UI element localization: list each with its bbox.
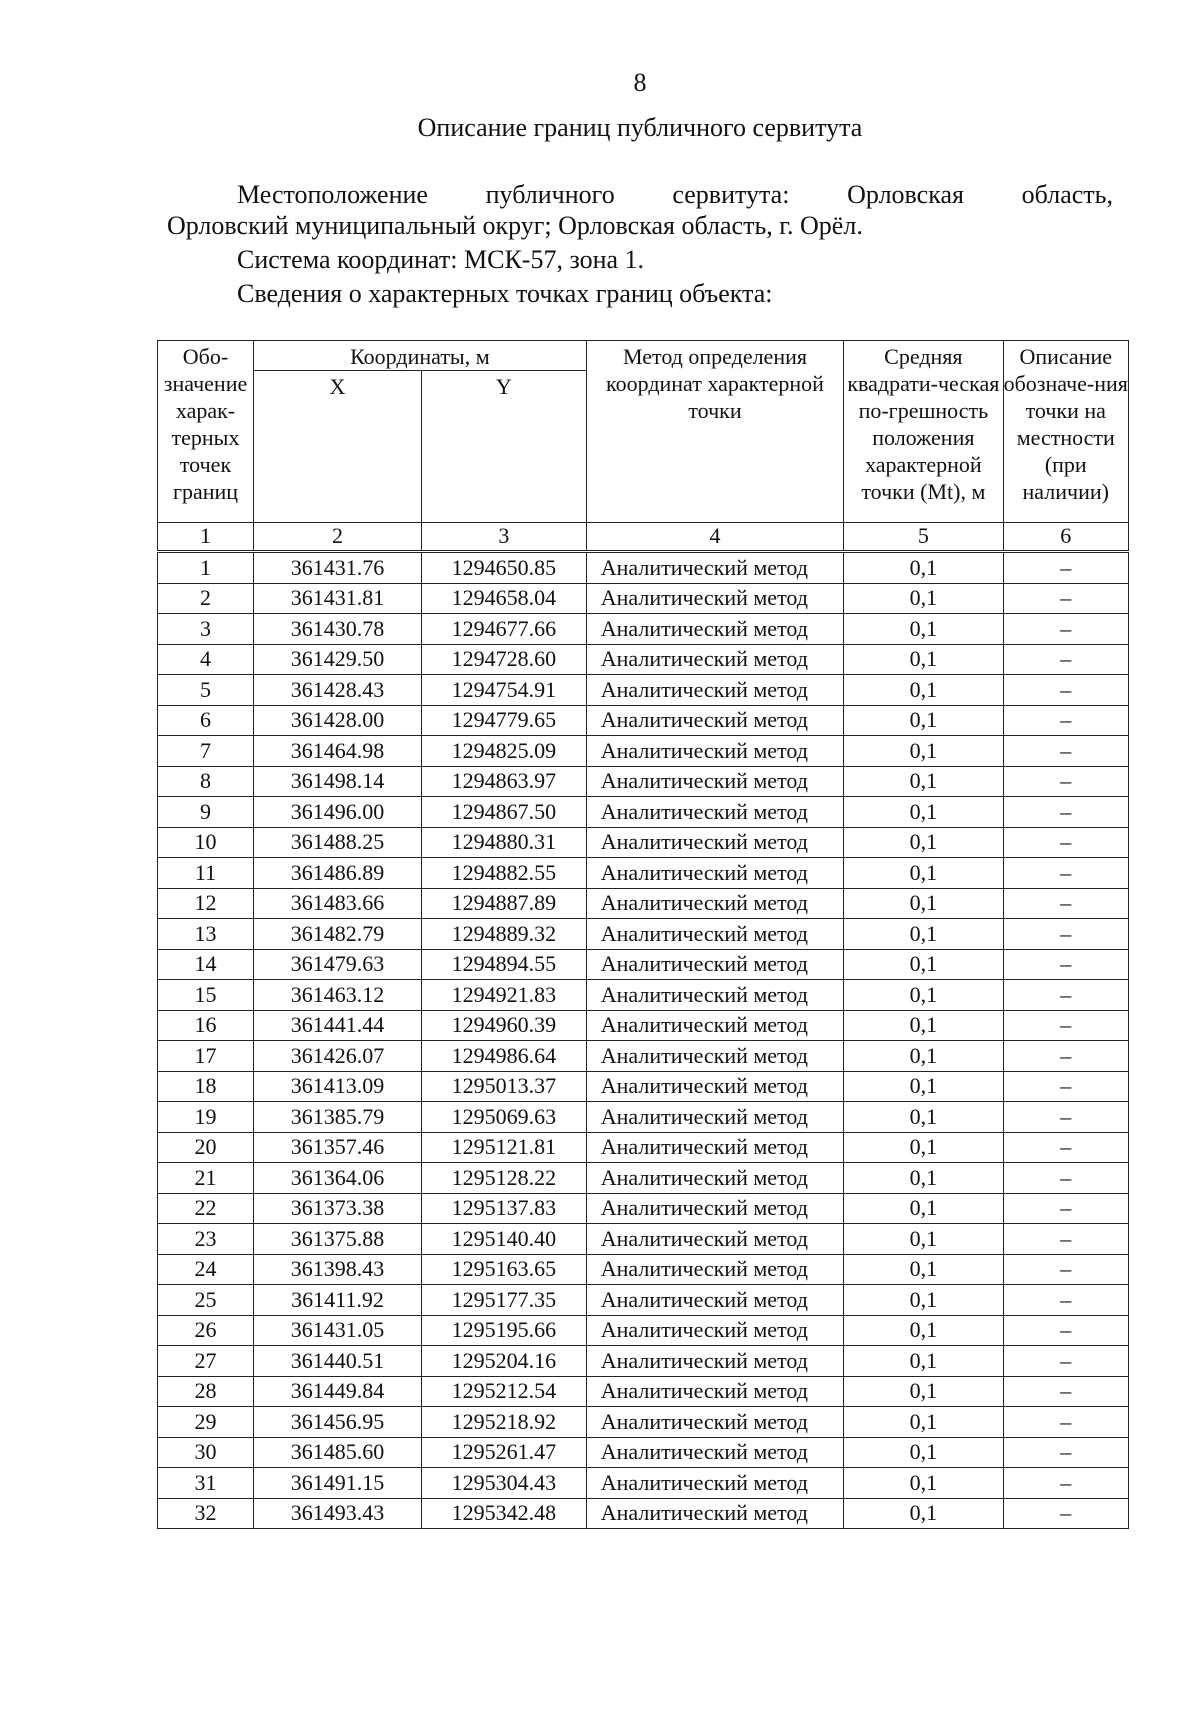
- y-coordinate-cell: 1294650.85: [422, 552, 587, 584]
- accuracy-cell: 0,1: [844, 1468, 1003, 1499]
- method-cell: Аналитический метод: [586, 1468, 843, 1499]
- accuracy-cell: 0,1: [844, 736, 1003, 767]
- method-cell: Аналитический метод: [586, 1437, 843, 1468]
- y-coordinate-cell: 1294887.89: [422, 888, 587, 919]
- table-row: [158, 675, 1129, 706]
- method-cell: Аналитический метод: [586, 1041, 843, 1072]
- description-cell: –: [1003, 766, 1129, 797]
- description-cell: –: [1003, 705, 1129, 736]
- x-coordinate-cell: 361431.05: [254, 1315, 422, 1346]
- x-coordinate-cell: 361413.09: [254, 1071, 422, 1102]
- method-cell: Аналитический метод: [586, 1254, 843, 1285]
- point-number-cell: 31: [158, 1468, 254, 1499]
- description-cell: –: [1003, 1102, 1129, 1133]
- description-cell: –: [1003, 919, 1129, 950]
- accuracy-cell: 0,1: [844, 766, 1003, 797]
- table-row: [158, 1102, 1129, 1133]
- x-coordinate-cell: 361485.60: [254, 1437, 422, 1468]
- x-coordinate-cell: 361463.12: [254, 980, 422, 1011]
- point-number-cell: 29: [158, 1407, 254, 1438]
- header-y: Y: [422, 371, 587, 523]
- accuracy-cell: 0,1: [844, 1376, 1003, 1407]
- description-cell: –: [1003, 797, 1129, 828]
- table-row: [158, 1285, 1129, 1316]
- method-cell: Аналитический метод: [586, 1407, 843, 1438]
- point-number-cell: 19: [158, 1102, 254, 1133]
- column-number: 2: [254, 523, 422, 552]
- y-coordinate-cell: 1294921.83: [422, 980, 587, 1011]
- accuracy-cell: 0,1: [844, 1437, 1003, 1468]
- table-row: [158, 980, 1129, 1011]
- table-row: [158, 919, 1129, 950]
- x-coordinate-cell: 361456.95: [254, 1407, 422, 1438]
- method-cell: Аналитический метод: [586, 1285, 843, 1316]
- x-coordinate-cell: 361364.06: [254, 1163, 422, 1194]
- point-number-cell: 1: [158, 552, 254, 584]
- accuracy-cell: 0,1: [844, 644, 1003, 675]
- description-cell: –: [1003, 1437, 1129, 1468]
- y-coordinate-cell: 1295195.66: [422, 1315, 587, 1346]
- y-coordinate-cell: 1295069.63: [422, 1102, 587, 1133]
- y-coordinate-cell: 1294677.66: [422, 614, 587, 645]
- table-row: [158, 614, 1129, 645]
- description-cell: –: [1003, 1193, 1129, 1224]
- y-coordinate-cell: 1295128.22: [422, 1163, 587, 1194]
- method-cell: Аналитический метод: [586, 736, 843, 767]
- table-row: [158, 1346, 1129, 1377]
- table-row: [158, 736, 1129, 767]
- accuracy-cell: 0,1: [844, 1163, 1003, 1194]
- accuracy-cell: 0,1: [844, 827, 1003, 858]
- column-number: 5: [844, 523, 1003, 552]
- method-cell: Аналитический метод: [586, 644, 843, 675]
- x-coordinate-cell: 361375.88: [254, 1224, 422, 1255]
- x-coordinate-cell: 361483.66: [254, 888, 422, 919]
- accuracy-cell: 0,1: [844, 1285, 1003, 1316]
- table-row: [158, 827, 1129, 858]
- method-cell: Аналитический метод: [586, 1376, 843, 1407]
- table-row: [158, 1132, 1129, 1163]
- coordinate-system: Система координат: МСК-57, зона 1.: [237, 245, 645, 274]
- method-cell: Аналитический метод: [586, 1346, 843, 1377]
- header-accuracy: Средняя квадрати-ческая по-грешность положения характерной точки (Mt), м: [844, 341, 1003, 523]
- x-coordinate-cell: 361426.07: [254, 1041, 422, 1072]
- point-number-cell: 4: [158, 644, 254, 675]
- point-number-cell: 18: [158, 1071, 254, 1102]
- point-number-cell: 25: [158, 1285, 254, 1316]
- y-coordinate-cell: 1294889.32: [422, 919, 587, 950]
- location-word: Орловская: [847, 180, 964, 209]
- y-coordinate-cell: 1294882.55: [422, 858, 587, 889]
- x-coordinate-cell: 361449.84: [254, 1376, 422, 1407]
- point-number-cell: 6: [158, 705, 254, 736]
- table-row: [158, 552, 1129, 584]
- accuracy-cell: 0,1: [844, 1224, 1003, 1255]
- accuracy-cell: 0,1: [844, 1315, 1003, 1346]
- y-coordinate-cell: 1295140.40: [422, 1224, 587, 1255]
- table-row: [158, 858, 1129, 889]
- accuracy-cell: 0,1: [844, 552, 1003, 584]
- method-cell: Аналитический метод: [586, 552, 843, 584]
- description-cell: –: [1003, 1041, 1129, 1072]
- y-coordinate-cell: 1294867.50: [422, 797, 587, 828]
- y-coordinate-cell: 1295212.54: [422, 1376, 587, 1407]
- accuracy-cell: 0,1: [844, 1498, 1003, 1529]
- table-body: [158, 552, 1129, 1529]
- method-cell: Аналитический метод: [586, 919, 843, 950]
- point-number-cell: 32: [158, 1498, 254, 1529]
- method-cell: Аналитический метод: [586, 1498, 843, 1529]
- method-cell: Аналитический метод: [586, 583, 843, 614]
- method-cell: Аналитический метод: [586, 705, 843, 736]
- description-cell: –: [1003, 1071, 1129, 1102]
- description-cell: –: [1003, 949, 1129, 980]
- x-coordinate-cell: 361398.43: [254, 1254, 422, 1285]
- description-cell: –: [1003, 1498, 1129, 1529]
- location-word: область,: [1021, 180, 1113, 209]
- point-number-cell: 26: [158, 1315, 254, 1346]
- point-number-cell: 5: [158, 675, 254, 706]
- table-row: [158, 888, 1129, 919]
- description-cell: –: [1003, 888, 1129, 919]
- method-cell: Аналитический метод: [586, 766, 843, 797]
- accuracy-cell: 0,1: [844, 949, 1003, 980]
- y-coordinate-cell: 1294880.31: [422, 827, 587, 858]
- x-coordinate-cell: 361431.76: [254, 552, 422, 584]
- description-cell: –: [1003, 552, 1129, 584]
- x-coordinate-cell: 361498.14: [254, 766, 422, 797]
- x-coordinate-cell: 361493.43: [254, 1498, 422, 1529]
- point-number-cell: 17: [158, 1041, 254, 1072]
- description-cell: –: [1003, 583, 1129, 614]
- y-coordinate-cell: 1295204.16: [422, 1346, 587, 1377]
- description-cell: –: [1003, 1468, 1129, 1499]
- y-coordinate-cell: 1294894.55: [422, 949, 587, 980]
- accuracy-cell: 0,1: [844, 888, 1003, 919]
- description-cell: –: [1003, 644, 1129, 675]
- description-cell: –: [1003, 675, 1129, 706]
- column-number: 4: [586, 523, 843, 552]
- description-cell: –: [1003, 1010, 1129, 1041]
- accuracy-cell: 0,1: [844, 1071, 1003, 1102]
- column-number-row: [158, 523, 1129, 552]
- table-row: [158, 1193, 1129, 1224]
- accuracy-cell: 0,1: [844, 614, 1003, 645]
- accuracy-cell: 0,1: [844, 705, 1003, 736]
- point-number-cell: 14: [158, 949, 254, 980]
- method-cell: Аналитический метод: [586, 797, 843, 828]
- point-number-cell: 11: [158, 858, 254, 889]
- y-coordinate-cell: 1294658.04: [422, 583, 587, 614]
- point-number-cell: 3: [158, 614, 254, 645]
- y-coordinate-cell: 1294728.60: [422, 644, 587, 675]
- description-cell: –: [1003, 1163, 1129, 1194]
- table-row: [158, 766, 1129, 797]
- method-cell: Аналитический метод: [586, 1224, 843, 1255]
- accuracy-cell: 0,1: [844, 1346, 1003, 1377]
- point-number-cell: 20: [158, 1132, 254, 1163]
- point-number-cell: 23: [158, 1224, 254, 1255]
- point-number-cell: 16: [158, 1010, 254, 1041]
- method-cell: Аналитический метод: [586, 1071, 843, 1102]
- table-row: [158, 705, 1129, 736]
- table-row: [158, 1315, 1129, 1346]
- column-number: 1: [158, 523, 254, 552]
- description-cell: –: [1003, 1315, 1129, 1346]
- location-line-2: Орловский муниципальный округ; Орловская область, г. Орёл.: [167, 211, 863, 240]
- boundary-points-table: [157, 340, 1129, 1529]
- point-number-cell: 10: [158, 827, 254, 858]
- description-cell: –: [1003, 614, 1129, 645]
- header-designation: Обо-значение харак-терных точек границ: [158, 341, 254, 523]
- page-number: 8: [633, 68, 647, 97]
- table-row: [158, 1407, 1129, 1438]
- table-row: [158, 949, 1129, 980]
- point-number-cell: 22: [158, 1193, 254, 1224]
- accuracy-cell: 0,1: [844, 1010, 1003, 1041]
- point-number-cell: 28: [158, 1376, 254, 1407]
- method-cell: Аналитический метод: [586, 1102, 843, 1133]
- point-number-cell: 21: [158, 1163, 254, 1194]
- table-row: [158, 583, 1129, 614]
- accuracy-cell: 0,1: [844, 1132, 1003, 1163]
- method-cell: Аналитический метод: [586, 1163, 843, 1194]
- accuracy-cell: 0,1: [844, 797, 1003, 828]
- x-coordinate-cell: 361464.98: [254, 736, 422, 767]
- table-row: [158, 1468, 1129, 1499]
- x-coordinate-cell: 361373.38: [254, 1193, 422, 1224]
- point-number-cell: 24: [158, 1254, 254, 1285]
- accuracy-cell: 0,1: [844, 1102, 1003, 1133]
- x-coordinate-cell: 361429.50: [254, 644, 422, 675]
- description-cell: –: [1003, 1254, 1129, 1285]
- y-coordinate-cell: 1294754.91: [422, 675, 587, 706]
- y-coordinate-cell: 1295342.48: [422, 1498, 587, 1529]
- x-coordinate-cell: 361491.15: [254, 1468, 422, 1499]
- accuracy-cell: 0,1: [844, 919, 1003, 950]
- y-coordinate-cell: 1294986.64: [422, 1041, 587, 1072]
- y-coordinate-cell: 1294960.39: [422, 1010, 587, 1041]
- accuracy-cell: 0,1: [844, 980, 1003, 1011]
- method-cell: Аналитический метод: [586, 980, 843, 1011]
- y-coordinate-cell: 1295013.37: [422, 1071, 587, 1102]
- accuracy-cell: 0,1: [844, 675, 1003, 706]
- table-row: [158, 1254, 1129, 1285]
- x-coordinate-cell: 361431.81: [254, 583, 422, 614]
- accuracy-cell: 0,1: [844, 583, 1003, 614]
- y-coordinate-cell: 1295163.65: [422, 1254, 587, 1285]
- point-number-cell: 27: [158, 1346, 254, 1377]
- description-cell: –: [1003, 980, 1129, 1011]
- location-line-1: [167, 180, 1113, 210]
- method-cell: Аналитический метод: [586, 888, 843, 919]
- header-method: Метод определения координат характерной точки: [586, 341, 843, 523]
- y-coordinate-cell: 1294863.97: [422, 766, 587, 797]
- method-cell: Аналитический метод: [586, 1193, 843, 1224]
- description-cell: –: [1003, 1285, 1129, 1316]
- x-coordinate-cell: 361428.43: [254, 675, 422, 706]
- table-row: [158, 1224, 1129, 1255]
- description-cell: –: [1003, 827, 1129, 858]
- accuracy-cell: 0,1: [844, 858, 1003, 889]
- description-cell: –: [1003, 1376, 1129, 1407]
- table-row: [158, 644, 1129, 675]
- table-row: [158, 1010, 1129, 1041]
- description-cell: –: [1003, 1346, 1129, 1377]
- y-coordinate-cell: 1294825.09: [422, 736, 587, 767]
- x-coordinate-cell: 361479.63: [254, 949, 422, 980]
- header-coordinates: Координаты, м: [254, 341, 587, 371]
- location-word: публичного: [485, 180, 615, 209]
- method-cell: Аналитический метод: [586, 1315, 843, 1346]
- method-cell: Аналитический метод: [586, 827, 843, 858]
- header-description: Описание обозначе-ния точки на местности (при наличии): [1003, 341, 1129, 523]
- y-coordinate-cell: 1295261.47: [422, 1437, 587, 1468]
- description-cell: –: [1003, 1407, 1129, 1438]
- x-coordinate-cell: 361488.25: [254, 827, 422, 858]
- point-number-cell: 15: [158, 980, 254, 1011]
- header-x: X: [254, 371, 422, 523]
- description-cell: –: [1003, 1132, 1129, 1163]
- accuracy-cell: 0,1: [844, 1193, 1003, 1224]
- y-coordinate-cell: 1295137.83: [422, 1193, 587, 1224]
- point-number-cell: 9: [158, 797, 254, 828]
- y-coordinate-cell: 1295121.81: [422, 1132, 587, 1163]
- x-coordinate-cell: 361411.92: [254, 1285, 422, 1316]
- description-cell: –: [1003, 736, 1129, 767]
- point-number-cell: 7: [158, 736, 254, 767]
- x-coordinate-cell: 361441.44: [254, 1010, 422, 1041]
- method-cell: Аналитический метод: [586, 1132, 843, 1163]
- x-coordinate-cell: 361385.79: [254, 1102, 422, 1133]
- x-coordinate-cell: 361496.00: [254, 797, 422, 828]
- accuracy-cell: 0,1: [844, 1407, 1003, 1438]
- column-number: 6: [1003, 523, 1129, 552]
- table-row: [158, 1163, 1129, 1194]
- location-word: сервитута:: [672, 180, 790, 209]
- x-coordinate-cell: 361430.78: [254, 614, 422, 645]
- y-coordinate-cell: 1294779.65: [422, 705, 587, 736]
- point-number-cell: 30: [158, 1437, 254, 1468]
- location-label: Местоположение: [237, 180, 428, 209]
- accuracy-cell: 0,1: [844, 1041, 1003, 1072]
- table-row: [158, 1041, 1129, 1072]
- description-cell: –: [1003, 1224, 1129, 1255]
- y-coordinate-cell: 1295304.43: [422, 1468, 587, 1499]
- table-row: [158, 1498, 1129, 1529]
- document-title: Описание границ публичного сервитута: [417, 113, 863, 142]
- description-cell: –: [1003, 858, 1129, 889]
- y-coordinate-cell: 1295218.92: [422, 1407, 587, 1438]
- points-intro: Сведения о характерных точках границ объекта:: [237, 279, 773, 308]
- table-row: [158, 1437, 1129, 1468]
- accuracy-cell: 0,1: [844, 1254, 1003, 1285]
- method-cell: Аналитический метод: [586, 858, 843, 889]
- method-cell: Аналитический метод: [586, 1010, 843, 1041]
- x-coordinate-cell: 361440.51: [254, 1346, 422, 1377]
- x-coordinate-cell: 361428.00: [254, 705, 422, 736]
- method-cell: Аналитический метод: [586, 949, 843, 980]
- x-coordinate-cell: 361482.79: [254, 919, 422, 950]
- table-row: [158, 1071, 1129, 1102]
- method-cell: Аналитический метод: [586, 614, 843, 645]
- y-coordinate-cell: 1295177.35: [422, 1285, 587, 1316]
- point-number-cell: 2: [158, 583, 254, 614]
- point-number-cell: 8: [158, 766, 254, 797]
- table-row: [158, 1376, 1129, 1407]
- point-number-cell: 12: [158, 888, 254, 919]
- point-number-cell: 13: [158, 919, 254, 950]
- x-coordinate-cell: 361357.46: [254, 1132, 422, 1163]
- method-cell: Аналитический метод: [586, 675, 843, 706]
- x-coordinate-cell: 361486.89: [254, 858, 422, 889]
- column-number: 3: [422, 523, 587, 552]
- table-row: [158, 797, 1129, 828]
